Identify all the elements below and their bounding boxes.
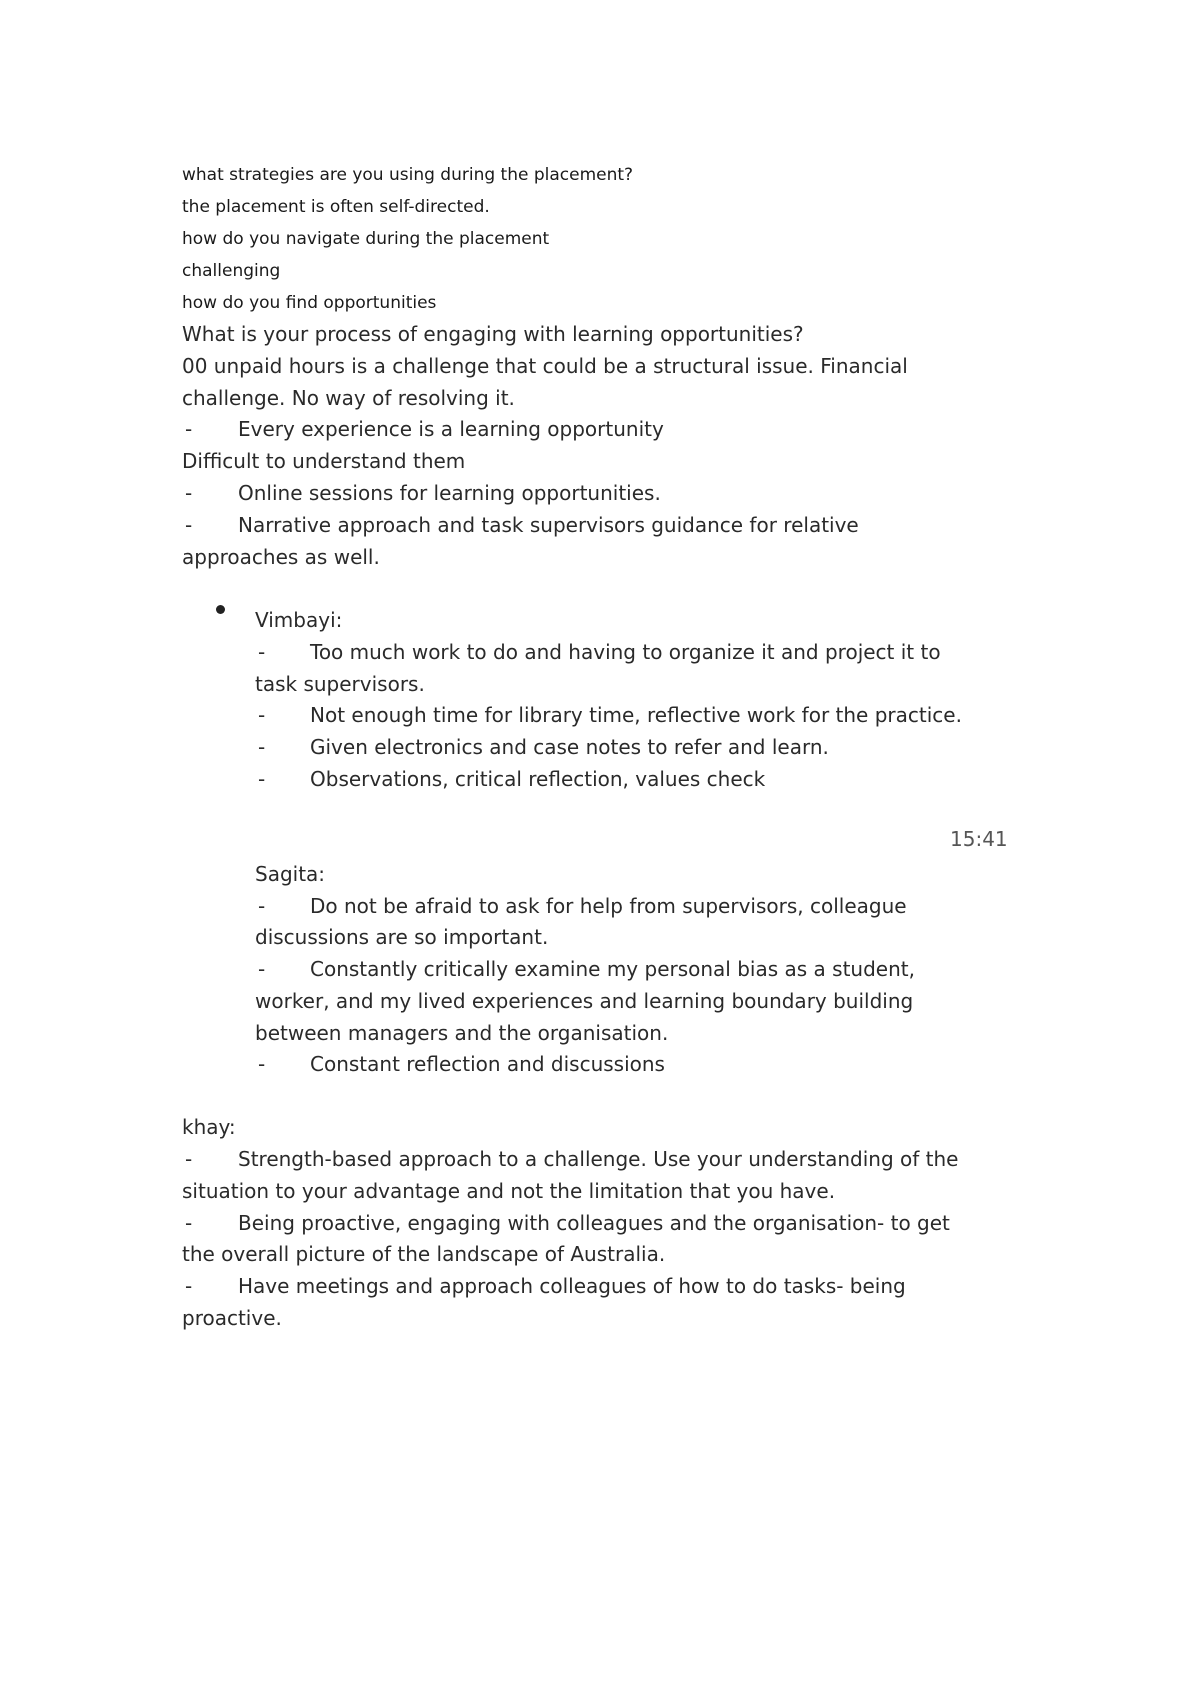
intro-text-line: 00 unpaid hours is a challenge that could be a structural issue. Financial bbox=[182, 354, 908, 378]
intro-item: Online sessions for learning opportunities. bbox=[238, 481, 661, 505]
sagita-item: Do not be afraid to ask for help from supervisors, colleague bbox=[310, 894, 907, 918]
intro-item: Every experience is a learning opportunity bbox=[238, 417, 664, 441]
dash-marker: - bbox=[258, 703, 266, 727]
question-line: what strategies are you using during the placement? bbox=[182, 165, 634, 185]
khay-item-continuation: situation to your advantage and not the limitation that you have. bbox=[182, 1179, 836, 1203]
sagita-item: Constantly critically examine my personal bias as a student, bbox=[310, 957, 915, 981]
question-line: the placement is often self-directed. bbox=[182, 197, 490, 217]
dash-marker: - bbox=[258, 1052, 266, 1076]
dash-marker: - bbox=[258, 767, 266, 791]
khay-item-continuation: proactive. bbox=[182, 1306, 282, 1330]
dash-marker: - bbox=[185, 1147, 193, 1171]
dash-marker: - bbox=[258, 735, 266, 759]
question-line: challenging bbox=[182, 261, 281, 281]
bullet-dot bbox=[216, 605, 225, 614]
khay-item: Being proactive, engaging with colleagues and the organisation- to get bbox=[238, 1211, 950, 1235]
intro-text-line: challenge. No way of resolving it. bbox=[182, 386, 515, 410]
dash-marker: - bbox=[258, 957, 266, 981]
dash-marker: - bbox=[185, 513, 193, 537]
vimbayi-item: Not enough time for library time, reflective work for the practice. bbox=[310, 703, 962, 727]
dash-marker: - bbox=[185, 1274, 193, 1298]
dash-marker: - bbox=[258, 640, 266, 664]
speaker-name-khay: khay: bbox=[182, 1115, 236, 1139]
sagita-item-continuation: worker, and my lived experiences and learning boundary building bbox=[255, 989, 914, 1013]
intro-item: Narrative approach and task supervisors guidance for relative bbox=[238, 513, 859, 537]
sagita-item-continuation: discussions are so important. bbox=[255, 925, 549, 949]
khay-item: Have meetings and approach colleagues of how to do tasks- being bbox=[238, 1274, 906, 1298]
question-line: how do you navigate during the placement bbox=[182, 229, 550, 249]
khay-item-continuation: the overall picture of the landscape of Australia. bbox=[182, 1242, 666, 1266]
dash-marker: - bbox=[185, 481, 193, 505]
vimbayi-item: Given electronics and case notes to refer and learn. bbox=[310, 735, 829, 759]
vimbayi-item-continuation: task supervisors. bbox=[255, 672, 425, 696]
intro-text-line: Difficult to understand them bbox=[182, 449, 466, 473]
intro-item-continuation: approaches as well. bbox=[182, 545, 380, 569]
intro-question: What is your process of engaging with learning opportunities? bbox=[182, 322, 804, 346]
dash-marker: - bbox=[258, 894, 266, 918]
vimbayi-item: Too much work to do and having to organize it and project it to bbox=[310, 640, 941, 664]
vimbayi-item: Observations, critical reflection, values check bbox=[310, 767, 766, 791]
speaker-name-vimbayi: Vimbayi: bbox=[255, 608, 343, 632]
sagita-item-continuation: between managers and the organisation. bbox=[255, 1021, 669, 1045]
timestamp: 15:41 bbox=[950, 827, 1008, 851]
speaker-name-sagita: Sagita: bbox=[255, 862, 326, 886]
question-line: how do you find opportunities bbox=[182, 293, 437, 313]
dash-marker: - bbox=[185, 417, 193, 441]
dash-marker: - bbox=[185, 1211, 193, 1235]
sagita-item: Constant reflection and discussions bbox=[310, 1052, 665, 1076]
khay-item: Strength-based approach to a challenge. Use your understanding of the bbox=[238, 1147, 959, 1171]
